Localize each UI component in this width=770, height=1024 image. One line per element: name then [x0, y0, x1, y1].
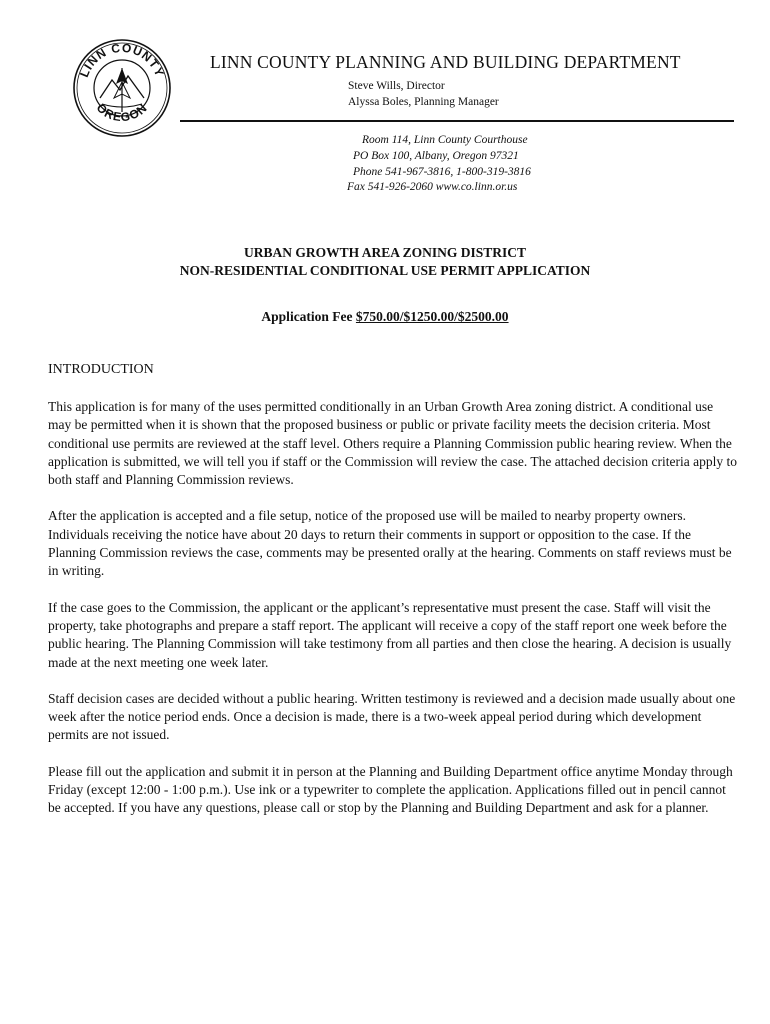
title-line-2: NON-RESIDENTIAL CONDITIONAL USE PERMIT APPLICATION [179, 263, 591, 278]
paragraph: Staff decision cases are decided without a public hearing. Written testimony is reviewed and a decision made usually about one week after the notice period ends. Once a decision is made, there is a two-week appeal period during which development permits are not issued. [48, 690, 736, 743]
application-fee [0, 309, 770, 325]
document-title [0, 244, 770, 280]
address-phone: Phone 541-967-3816, 1-800-319-3816 [353, 165, 531, 178]
introduction-body [48, 398, 738, 836]
title-line-1: URBAN GROWTH AREA ZONING DISTRICT [243, 245, 527, 260]
county-seal-icon [72, 38, 172, 138]
paragraph: Please fill out the application and submit it in person at the Planning and Building Department office anytime Monday through Friday (except 12:00 - 1:00 p.m.). Use ink or a typewriter to complete the application. Applications filled out in pencil cannot be accepted. If you have any questions, please call or stop by the Planning and Building Department and ask for a planner. [48, 763, 733, 816]
staff-block [348, 78, 499, 110]
paragraph: If the case goes to the Commission, the applicant or the applicant’s representative must present the case. Staff will visit the property, take photographs and prepare a staff report. The applicant will receive a copy of the staff report one week before the public hearing. The Planning Commission will take testimony from all parties and then close the hearing. A decision is usually made at the next meeting one week later. [48, 599, 732, 670]
manager-name: Alyssa Boles, Planning Manager [348, 96, 499, 108]
paragraph: This application is for many of the uses permitted conditionally in an Urban Growth Area zoning district. A conditional use may be permitted when it is shown that the proposed business or public or private facility meets the decision criteria. Most conditional use permits are reviewed at the staff level. Others require a Planning Commission public hearing review. When the application is submitted, we will tell you if staff or the Commission will review the case. The attached decision criteria apply to both staff and Planning Commission reviews. [48, 399, 737, 488]
department-title: LINN COUNTY PLANNING AND BUILDING DEPARTMENT [210, 52, 681, 72]
paragraph: After the application is accepted and a file setup, notice of the proposed use will be mailed to nearby property owners. Individuals receiving the notice have about 20 days to return their comments in support or opposition to the case. If the Planning Commission reviews the case, comments may be presented orally at the hearing. Comments on staff reviews must be in writing. [48, 508, 732, 579]
contact-address [340, 133, 570, 196]
address-room: Room 114, Linn County Courthouse [362, 134, 528, 146]
seal-top-text: LINN COUNTY [76, 40, 168, 80]
address-po-box: PO Box 100, Albany, Oregon 97321 [353, 149, 519, 162]
section-heading-introduction: INTRODUCTION [48, 362, 154, 377]
header-divider [180, 120, 734, 122]
seal-bottom-text: OREGON [93, 100, 151, 125]
fee-amount: $750.00/$1250.00/$2500.00 [355, 309, 509, 324]
fee-label: Application Fee [261, 309, 356, 324]
director-name: Steve Wills, Director [348, 80, 445, 92]
address-fax-web: Fax 541-926-2060 www.co.linn.or.us [347, 181, 518, 194]
